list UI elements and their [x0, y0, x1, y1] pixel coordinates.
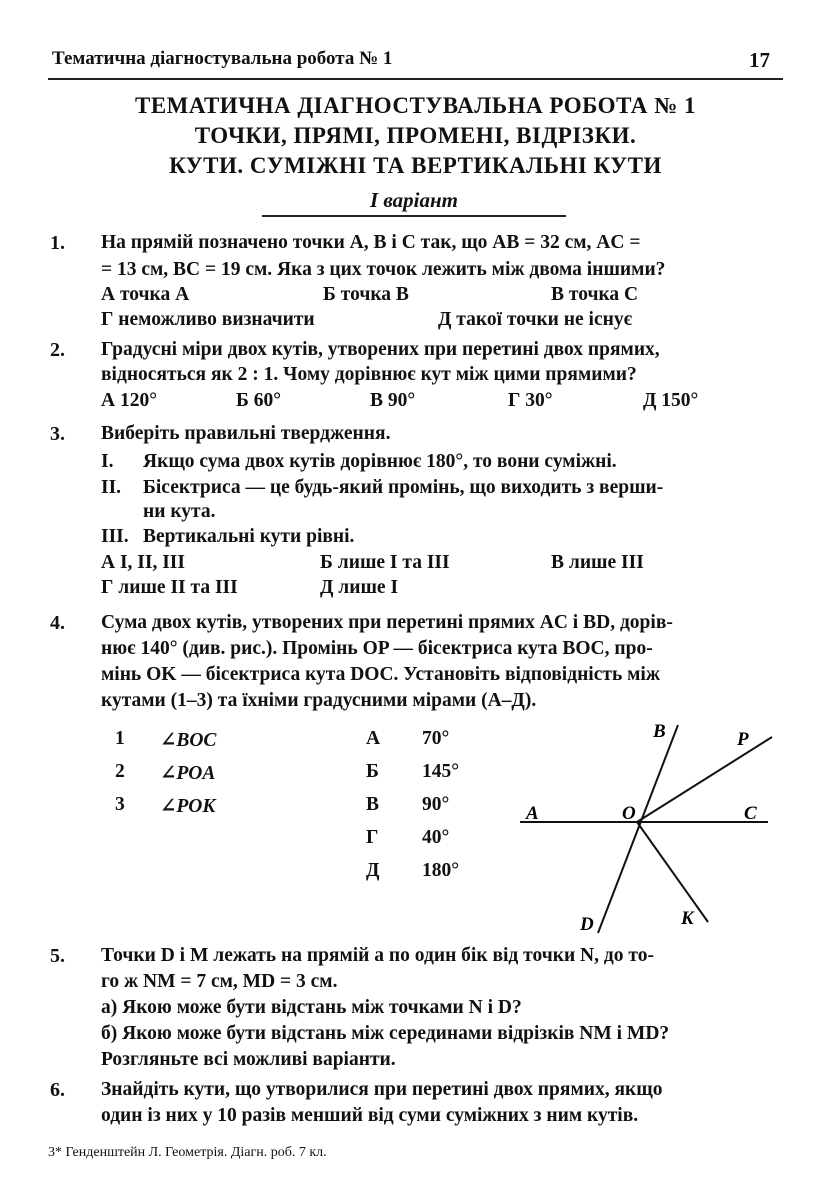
q4-answer-value: 70° — [422, 728, 450, 749]
q2-option-d: Д 150° — [643, 390, 699, 411]
line-bd — [598, 725, 678, 933]
q3-statement-2-line-2: ни кута. — [143, 501, 216, 522]
label-k: K — [681, 908, 694, 929]
q4-answer-value: 180° — [422, 860, 460, 881]
question-number-4: 4. — [50, 612, 65, 634]
q4-text-line-4: кутами (1–3) та їхніми градусними мірами (А–Д). — [101, 690, 537, 711]
q2-text-line-2: відносяться як 2 : 1. Чому дорівнює кут між цими прямими? — [101, 364, 637, 385]
q3-statement-3: Вертикальні кути рівні. — [143, 526, 355, 547]
header-rule — [48, 78, 783, 80]
q1-text-line-1: На прямій позначено точки A, B і C так, що AB = 32 см, AC = — [101, 232, 641, 253]
q4-answer-value: 145° — [422, 761, 460, 782]
q4-text-line-3: мінь OK — бісектриса кута DOC. Установіть відповідність між — [101, 664, 660, 685]
label-o: O — [622, 803, 636, 824]
running-title: Тематична діагностувальна робота № 1 — [52, 48, 393, 69]
page-number: 17 — [749, 48, 770, 72]
q2-option-v: В 90° — [370, 390, 416, 411]
q3-statement-3-number: III. — [101, 526, 129, 547]
variant-heading: I варіант — [262, 188, 566, 217]
q4-figure — [510, 715, 780, 940]
q3-statement-1-number: I. — [101, 451, 114, 472]
q4-item-angle: ∠POK — [160, 796, 216, 817]
q1-option-a: А точка A — [101, 284, 190, 305]
q4-item-number: 3 — [115, 794, 125, 815]
q6-text-line-1: Знайдіть кути, що утворилися при перетині двох прямих, якщо — [101, 1079, 663, 1100]
q2-option-a: А 120° — [101, 390, 158, 411]
label-c: C — [744, 803, 757, 824]
q2-option-b: Б 60° — [236, 390, 282, 411]
q4-answer-letter: Б — [366, 761, 379, 782]
q1-option-b: Б точка B — [323, 284, 409, 305]
q3-option-g: Г лише II та III — [101, 577, 238, 598]
q3-option-v: В лише III — [551, 552, 644, 573]
q3-statement-2-line-1: Бісектриса — це будь-який промінь, що виходить з верши- — [143, 477, 664, 498]
question-number-1: 1. — [50, 232, 65, 254]
ray-ok — [637, 822, 708, 922]
q4-answer-letter: А — [366, 728, 381, 749]
question-number-3: 3. — [50, 423, 65, 445]
question-number-5: 5. — [50, 945, 65, 967]
q4-item-number: 2 — [115, 761, 125, 782]
label-a: A — [526, 803, 539, 824]
q3-option-d: Д лише I — [320, 577, 399, 598]
question-number-6: 6. — [50, 1079, 65, 1101]
q4-text-line-2: нює 140° (див. рис.). Промінь OP — бісектриса кута BOC, про- — [101, 638, 653, 659]
q4-text-line-1: Сума двох кутів, утворених при перетині прямих AC і BD, дорів- — [101, 612, 673, 633]
q2-option-g: Г 30° — [508, 390, 553, 411]
q5-part-b: б) Якою може бути відстань між серединами відрізків NM і MD? — [101, 1023, 670, 1044]
q4-item-angle: ∠BOC — [160, 730, 217, 751]
q1-text-line-2: = 13 см, BC = 19 см. Яка з цих точок лежить між двома іншими? — [101, 259, 666, 280]
q3-option-b: Б лише I та III — [320, 552, 450, 573]
question-number-2: 2. — [50, 339, 65, 361]
q1-option-v: В точка C — [551, 284, 639, 305]
title-line-3: КУТИ. СУМІЖНІ ТА ВЕРТИКАЛЬНІ КУТИ — [169, 153, 662, 178]
q1-option-g: Г неможливо визначити — [101, 309, 315, 330]
q5-text-line-1: Точки D і M лежать на прямій a по один бік від точки N, до то- — [101, 945, 654, 966]
q4-answer-letter: В — [366, 794, 380, 815]
q4-item-number: 1 — [115, 728, 125, 749]
q4-answer-letter: Г — [366, 827, 379, 848]
q5-text-line-5: Розгляньте всі можливі варіанти. — [101, 1049, 396, 1070]
label-d: D — [580, 914, 594, 935]
q3-text-line-1: Виберіть правильні твердження. — [101, 423, 391, 444]
page-footer: 3* Генденштейн Л. Геометрія. Діагн. роб. 7 кл. — [48, 1145, 327, 1160]
q3-option-a: А I, II, III — [101, 552, 185, 573]
q6-text-line-2: один із них у 10 разів менший від суми суміжних з ним кутів. — [101, 1105, 639, 1126]
title-line-2: ТОЧКИ, ПРЯМІ, ПРОМЕНІ, ВІДРІЗКИ. — [194, 123, 637, 148]
label-p: P — [737, 729, 749, 750]
q4-answer-letter: Д — [366, 860, 380, 881]
label-b: B — [653, 721, 666, 742]
q4-answer-value: 40° — [422, 827, 450, 848]
q2-text-line-1: Градусні міри двох кутів, утворених при перетині двох прямих, — [101, 339, 660, 360]
title-line-1: ТЕМАТИЧНА ДІАГНОСТУВАЛЬНА РОБОТА № 1 — [134, 93, 696, 118]
q4-item-angle: ∠POA — [160, 763, 216, 784]
q4-answer-value: 90° — [422, 794, 450, 815]
q3-statement-1: Якщо сума двох кутів дорівнює 180°, то вони суміжні. — [143, 451, 617, 472]
q5-text-line-2: го ж NM = 7 см, MD = 3 см. — [101, 971, 338, 992]
q1-option-d: Д такої точки не існує — [438, 309, 633, 330]
q3-statement-2-number: II. — [101, 477, 122, 498]
q5-part-a: а) Якою може бути відстань між точками N і D? — [101, 997, 522, 1018]
